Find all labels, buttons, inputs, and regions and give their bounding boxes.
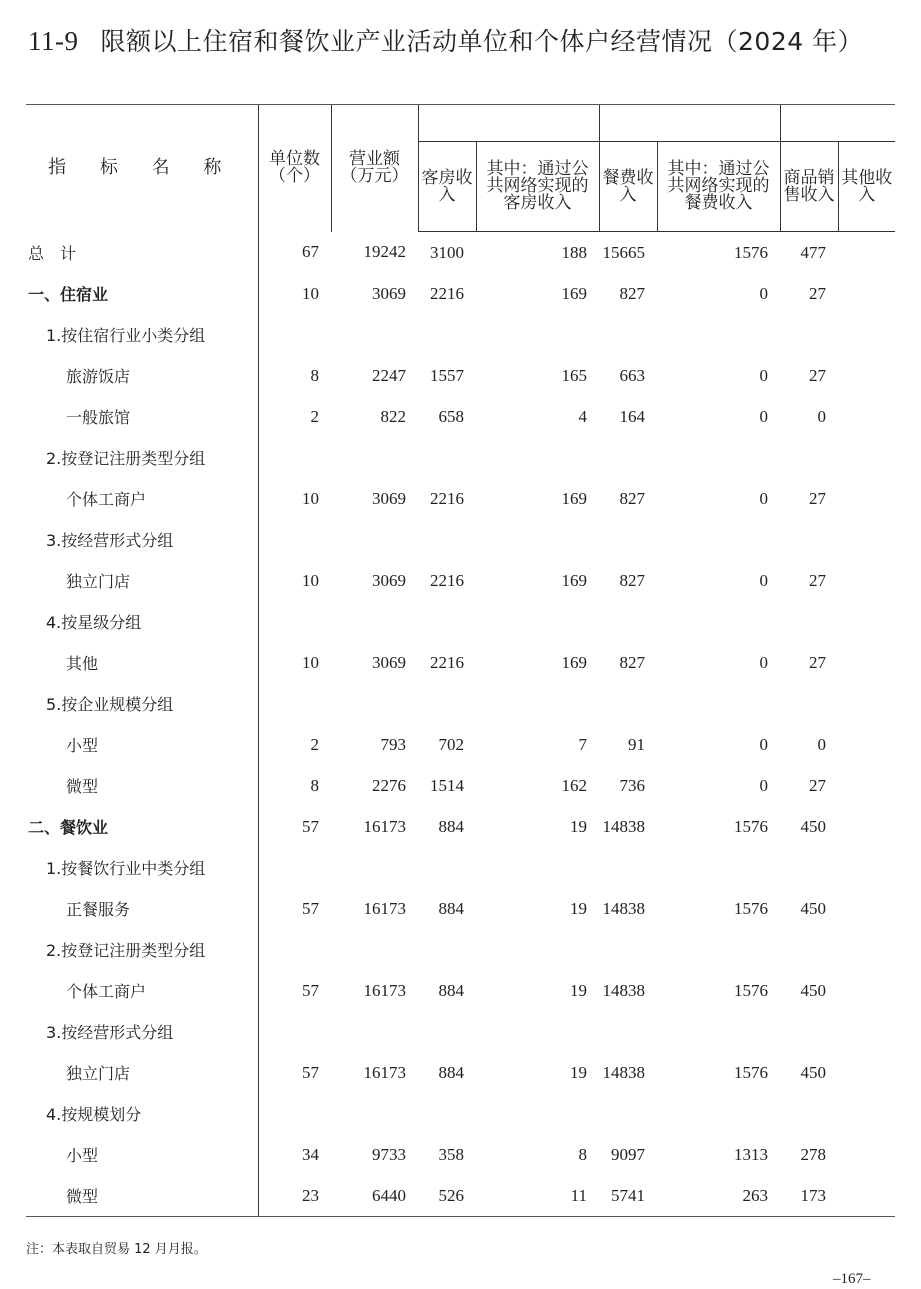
row-value: 19242 [363, 242, 406, 262]
header-food-online: 其中：通过公共网络实现的餐费收入 [657, 142, 780, 232]
row-value: 57 [258, 888, 331, 929]
row-value: 2247 [372, 365, 406, 385]
row-value [780, 437, 838, 478]
table-row [26, 888, 895, 929]
row-value: 8 [258, 355, 331, 396]
row-value [780, 519, 838, 560]
row-value: 450 [800, 816, 826, 836]
row-value [838, 437, 895, 478]
header-food: 餐费收入 [599, 142, 657, 232]
row-value [331, 683, 418, 724]
row-value [838, 765, 895, 806]
row-value [838, 683, 895, 724]
row-value: 1576 [734, 1062, 768, 1082]
row-label: 小型 [66, 1146, 99, 1165]
row-value [258, 929, 331, 970]
table-row [26, 642, 895, 683]
row-value [838, 232, 895, 274]
row-value: 358 [438, 1144, 464, 1164]
row-value [838, 806, 895, 847]
row-value: 1514 [430, 775, 464, 795]
row-value [599, 601, 657, 642]
row-value: 827 [619, 652, 645, 672]
row-value: 0 [817, 734, 826, 754]
row-value: 1576 [734, 980, 768, 1000]
row-label: 4.按规模划分 [46, 1105, 142, 1124]
row-label: 1.按餐饮行业中类分组 [46, 859, 206, 878]
row-value: 10 [258, 273, 331, 314]
row-label: 总 计 [28, 243, 77, 263]
table-row [26, 1175, 895, 1217]
row-value: 793 [380, 734, 406, 754]
row-value: 6440 [331, 1175, 418, 1217]
row-value: 663 [619, 365, 645, 385]
row-value: 7 [578, 734, 587, 754]
row-value: 0 [759, 570, 768, 590]
header-other: 其他收入 [838, 142, 895, 232]
row-value [418, 314, 476, 355]
row-value [258, 437, 331, 478]
row-value [657, 929, 780, 970]
row-value: 19 [570, 980, 587, 1000]
row-value [838, 929, 895, 970]
row-value [599, 929, 657, 970]
row-value: 169 [561, 488, 587, 508]
row-value: 19 [570, 816, 587, 836]
row-value: 10 [258, 642, 331, 683]
table-row [26, 929, 895, 970]
row-value [418, 519, 476, 560]
row-value [780, 1011, 838, 1052]
row-value [657, 519, 780, 560]
row-value [418, 683, 476, 724]
row-value: 169 [561, 283, 587, 303]
row-value: 827 [619, 570, 645, 590]
row-value [418, 601, 476, 642]
table-number: 11-9 [28, 26, 79, 56]
row-value: 278 [800, 1144, 826, 1164]
row-label: 二、餐饮业 [28, 818, 109, 837]
table-row [26, 683, 895, 724]
row-value [780, 601, 838, 642]
row-value [258, 1093, 331, 1134]
row-value: 3100 [430, 242, 464, 262]
row-value: 0 [759, 283, 768, 303]
table-row [26, 560, 895, 601]
row-label: 其他 [66, 654, 99, 673]
header-other-top [838, 105, 895, 142]
row-value [476, 1011, 599, 1052]
row-value [838, 888, 895, 929]
row-value [258, 847, 331, 888]
row-value [258, 1011, 331, 1052]
row-label: 1.按住宿行业小类分组 [46, 326, 206, 345]
row-value: 27 [809, 570, 826, 590]
row-value: 8 [578, 1144, 587, 1164]
row-value [476, 1093, 599, 1134]
row-value: 67 [258, 232, 331, 274]
row-value [838, 970, 895, 1011]
row-value: 9097 [611, 1144, 645, 1164]
row-value [258, 683, 331, 724]
table-row [26, 355, 895, 396]
row-value [838, 601, 895, 642]
row-value: 23 [258, 1175, 331, 1217]
row-value: 169 [561, 570, 587, 590]
row-value [599, 437, 657, 478]
row-value [838, 1052, 895, 1093]
row-label: 个体工商户 [66, 982, 147, 1001]
row-value [838, 642, 895, 683]
row-value [657, 601, 780, 642]
row-value [780, 314, 838, 355]
statistics-table [26, 104, 895, 1217]
row-value [838, 273, 895, 314]
row-value: 827 [619, 283, 645, 303]
row-value: 884 [438, 980, 464, 1000]
row-value [476, 437, 599, 478]
row-value [780, 683, 838, 724]
row-value [838, 519, 895, 560]
row-value [476, 519, 599, 560]
row-value [331, 519, 418, 560]
header-food-group [599, 105, 780, 142]
row-value: 2216 [430, 488, 464, 508]
row-value: 14838 [602, 898, 645, 918]
table-title [28, 22, 863, 58]
row-value: 3069 [372, 652, 406, 672]
header-room-group [418, 105, 599, 142]
page-number: –167– [833, 1271, 871, 1287]
row-value [657, 683, 780, 724]
row-label: 2.按登记注册类型分组 [46, 941, 206, 960]
row-value: 4 [578, 406, 587, 426]
row-value: 27 [809, 365, 826, 385]
row-value: 1576 [734, 816, 768, 836]
row-value [599, 847, 657, 888]
table-row [26, 806, 895, 847]
row-value: 173 [780, 1175, 838, 1217]
row-value: 263 [657, 1175, 780, 1217]
row-value: 450 [800, 980, 826, 1000]
table-row [26, 724, 895, 765]
row-value [331, 437, 418, 478]
row-value: 477 [800, 242, 826, 262]
table-row [26, 847, 895, 888]
row-value [657, 1093, 780, 1134]
row-value [657, 437, 780, 478]
row-value: 0 [759, 775, 768, 795]
row-value [838, 724, 895, 765]
row-value [258, 314, 331, 355]
row-label: 一、住宿业 [28, 285, 109, 304]
table-row [26, 478, 895, 519]
row-value: 91 [628, 734, 645, 754]
row-value [476, 683, 599, 724]
table-note: 注：本表取自贸易 12 月月报。 [26, 1242, 207, 1257]
row-value [418, 437, 476, 478]
row-value: 14838 [602, 1062, 645, 1082]
row-value: 3069 [372, 283, 406, 303]
row-value: 27 [809, 775, 826, 795]
row-value [331, 847, 418, 888]
row-value: 19 [570, 898, 587, 918]
row-value: 450 [800, 898, 826, 918]
header-goods-top [780, 105, 838, 142]
row-value [838, 1011, 895, 1052]
row-value: 27 [809, 283, 826, 303]
row-value [418, 1011, 476, 1052]
table-row [26, 1134, 895, 1175]
table-row [26, 1052, 895, 1093]
row-label: 2.按登记注册类型分组 [46, 449, 206, 468]
header-revenue: 营业额（万元） [331, 105, 418, 232]
header-units: 单位数（个） [258, 105, 331, 232]
row-value [838, 1175, 895, 1217]
row-value: 188 [561, 242, 587, 262]
row-value [657, 314, 780, 355]
row-value [838, 560, 895, 601]
row-value: 3069 [372, 570, 406, 590]
row-value: 2276 [372, 775, 406, 795]
row-value [599, 519, 657, 560]
row-value: 0 [759, 365, 768, 385]
row-value: 884 [438, 898, 464, 918]
row-value: 34 [258, 1134, 331, 1175]
row-label: 5.按企业规模分组 [46, 695, 174, 714]
row-value: 2216 [430, 652, 464, 672]
row-value: 9733 [372, 1144, 406, 1164]
row-value [838, 396, 895, 437]
row-value: 11 [476, 1175, 599, 1217]
row-value [476, 314, 599, 355]
row-value [838, 1134, 895, 1175]
row-value: 57 [258, 1052, 331, 1093]
row-label: 4.按星级分组 [46, 613, 142, 632]
row-label: 独立门店 [66, 1064, 131, 1083]
row-value: 16173 [363, 980, 406, 1000]
row-value: 822 [380, 406, 406, 426]
table-row [26, 273, 895, 314]
row-label: 旅游饭店 [66, 367, 131, 386]
table-row [26, 970, 895, 1011]
row-value [657, 847, 780, 888]
table-title-text: 限额以上住宿和餐饮业产业活动单位和个体户经营情况（2024 年） [100, 27, 864, 56]
row-value [599, 1093, 657, 1134]
row-value [476, 601, 599, 642]
row-value: 19 [570, 1062, 587, 1082]
row-value: 164 [619, 406, 645, 426]
row-value [418, 929, 476, 970]
row-value [599, 314, 657, 355]
row-value: 0 [759, 652, 768, 672]
row-value: 27 [809, 488, 826, 508]
table-row [26, 1093, 895, 1134]
table-row [26, 396, 895, 437]
row-value: 27 [809, 652, 826, 672]
row-value: 169 [561, 652, 587, 672]
row-value: 5741 [599, 1175, 657, 1217]
table-row [26, 601, 895, 642]
row-label: 3.按经营形式分组 [46, 531, 174, 550]
row-value [331, 1093, 418, 1134]
row-value: 16173 [363, 816, 406, 836]
row-value: 2 [258, 724, 331, 765]
header-goods: 商品销售收入 [780, 142, 838, 232]
row-value: 827 [619, 488, 645, 508]
row-value: 165 [561, 365, 587, 385]
row-value: 884 [438, 1062, 464, 1082]
row-value: 1557 [430, 365, 464, 385]
row-label: 独立门店 [66, 572, 131, 591]
row-value: 10 [258, 560, 331, 601]
row-label: 个体工商户 [66, 490, 147, 509]
row-label: 3.按经营形式分组 [46, 1023, 174, 1042]
row-value: 2 [258, 396, 331, 437]
row-value: 16173 [363, 1062, 406, 1082]
row-value: 0 [759, 734, 768, 754]
row-value [599, 1011, 657, 1052]
table-row [26, 519, 895, 560]
row-value [838, 847, 895, 888]
row-value [657, 1011, 780, 1052]
row-value [331, 314, 418, 355]
row-value: 3069 [372, 488, 406, 508]
header-room-online: 其中：通过公共网络实现的客房收入 [476, 142, 599, 232]
row-label: 微型 [26, 1175, 258, 1217]
row-value: 15665 [602, 242, 645, 262]
row-value [838, 355, 895, 396]
row-value: 1313 [734, 1144, 768, 1164]
table-row [26, 1011, 895, 1052]
table-row [26, 765, 895, 806]
row-value: 526 [418, 1175, 476, 1217]
row-label: 一般旅馆 [66, 408, 131, 427]
row-value [331, 929, 418, 970]
row-value [331, 601, 418, 642]
row-value: 0 [759, 488, 768, 508]
table-row [26, 437, 895, 478]
row-value [838, 1093, 895, 1134]
row-value [258, 601, 331, 642]
row-value: 736 [619, 775, 645, 795]
row-value [780, 929, 838, 970]
header-room: 客房收入 [418, 142, 476, 232]
row-value: 8 [258, 765, 331, 806]
table-body [26, 232, 895, 1217]
row-value: 2216 [430, 283, 464, 303]
row-value: 450 [800, 1062, 826, 1082]
row-value: 14838 [602, 816, 645, 836]
row-label: 正餐服务 [66, 900, 131, 919]
row-value [331, 1011, 418, 1052]
row-value: 162 [561, 775, 587, 795]
row-value: 702 [438, 734, 464, 754]
row-value: 0 [759, 406, 768, 426]
row-value [838, 314, 895, 355]
row-value [476, 847, 599, 888]
row-label: 微型 [66, 777, 99, 796]
row-value: 10 [258, 478, 331, 519]
row-value: 884 [438, 816, 464, 836]
row-value: 658 [438, 406, 464, 426]
row-value [838, 478, 895, 519]
table-row [26, 314, 895, 355]
row-value [780, 847, 838, 888]
row-value [599, 683, 657, 724]
row-value: 2216 [430, 570, 464, 590]
row-value [418, 1093, 476, 1134]
row-value: 14838 [602, 980, 645, 1000]
row-value [476, 929, 599, 970]
row-value [780, 1093, 838, 1134]
row-value: 0 [817, 406, 826, 426]
row-value: 57 [258, 806, 331, 847]
row-value: 16173 [363, 898, 406, 918]
header-name: 指 标 名 称 [26, 105, 258, 232]
row-value [418, 847, 476, 888]
row-value [258, 519, 331, 560]
row-value: 1576 [734, 898, 768, 918]
row-value: 57 [258, 970, 331, 1011]
row-label: 小型 [66, 736, 99, 755]
row-value: 1576 [734, 242, 768, 262]
table-row [26, 232, 895, 274]
